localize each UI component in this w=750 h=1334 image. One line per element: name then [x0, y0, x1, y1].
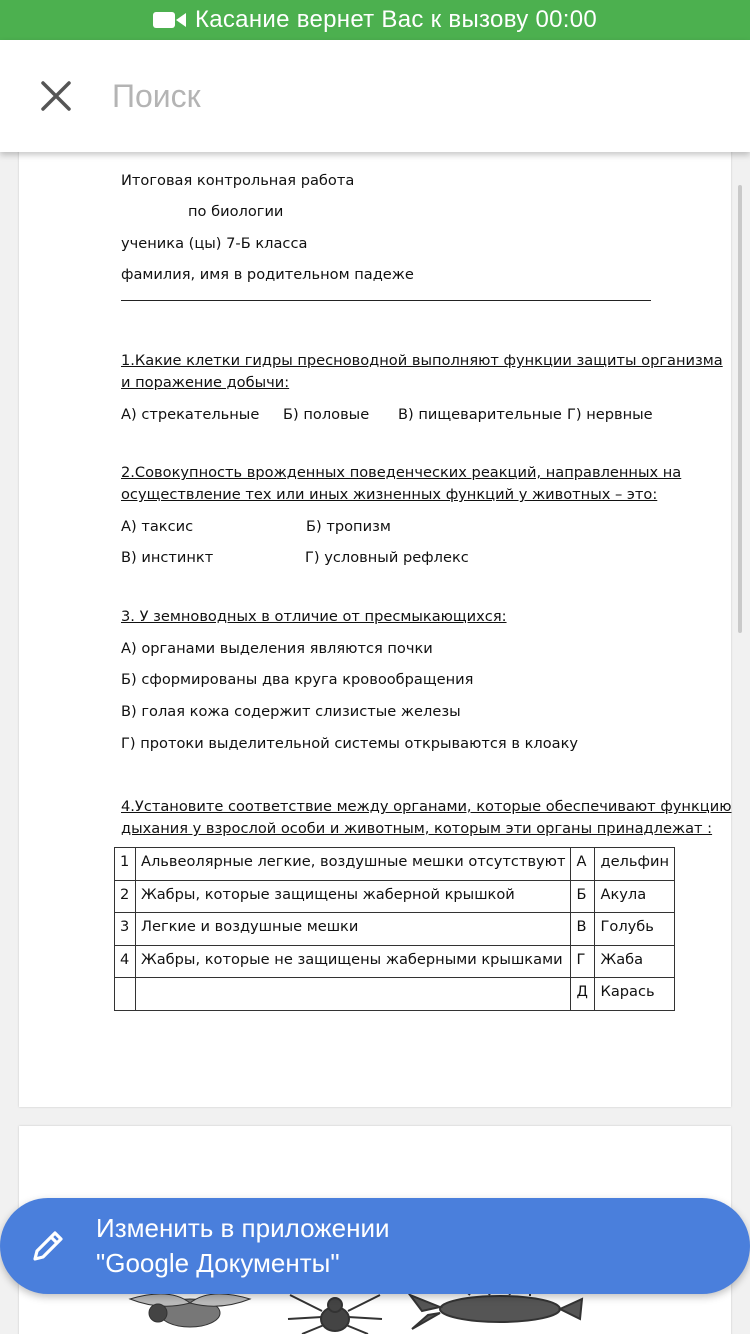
edit-button-line-2: "Google Документы" — [96, 1248, 340, 1278]
table-cell — [115, 978, 136, 1011]
table-cell: Альвеолярные легкие, воздушные мешки отсутствуют — [136, 848, 571, 881]
question-1-line-2: и поражение добычи: — [121, 374, 290, 391]
question-3-option-c: В) голая кожа содержит слизистые железы — [121, 703, 461, 720]
search-bar — [0, 40, 750, 152]
question-4-line-2: дыхания у взрослой особи и животным, которым эти органы принадлежат : — [121, 820, 713, 837]
table-cell: Голубь — [595, 913, 675, 946]
question-1-option-b: Б) половые — [283, 406, 370, 423]
table-row — [115, 913, 675, 946]
edit-in-google-docs-button[interactable] — [0, 1198, 750, 1294]
document-title: Итоговая контрольная работа — [121, 172, 355, 189]
table-cell: Г — [571, 945, 595, 978]
table-cell: 2 — [115, 880, 136, 913]
question-2-option-a: А) таксис — [121, 518, 194, 535]
table-cell: 1 — [115, 848, 136, 881]
question-3-option-a: А) органами выделения являются почки — [121, 640, 433, 657]
question-2-line-2: осуществление тех или иных жизненных функций у животных – это: — [121, 486, 658, 503]
question-3-line-1: 3. У земноводных в отличие от пресмыкающихся: — [121, 608, 507, 625]
table-cell: А — [571, 848, 595, 881]
return-to-call-banner[interactable] — [0, 0, 750, 40]
edit-button-line-1: Изменить в приложении — [96, 1213, 390, 1243]
question-3-option-d: Г) протоки выделительной системы открываются в клоаку — [121, 735, 579, 752]
table-cell: Жабры, которые не защищены жаберными крышками — [136, 945, 571, 978]
scrollbar[interactable] — [738, 185, 742, 633]
table-cell: Карась — [595, 978, 675, 1011]
table-cell: Акула — [595, 880, 675, 913]
question-1-option-a: А) стрекательные — [121, 406, 260, 423]
call-banner-text: Касание вернет Вас к вызову 00:00 — [194, 6, 598, 33]
table-row — [115, 880, 675, 913]
question-3-option-b: Б) сформированы два круга кровообращения — [121, 671, 474, 688]
name-underline — [121, 300, 651, 301]
question-2-option-d: Г) условный рефлекс — [305, 549, 469, 566]
question-1-line-1: 1.Какие клетки гидры пресноводной выполняют функции защиты организма — [121, 352, 723, 369]
table-cell: Жаба — [595, 945, 675, 978]
edit-button-label — [96, 1211, 390, 1281]
table-cell: В — [571, 913, 595, 946]
question-1-option-d: Г) нервные — [567, 406, 653, 423]
table-row — [115, 978, 675, 1011]
search-input[interactable] — [112, 66, 672, 126]
table-cell: Жабры, которые защищены жаберной крышкой — [136, 880, 571, 913]
question-2-option-c: В) инстинкт — [121, 549, 214, 566]
document-student-line: ученика (цы) 7-Б класса — [121, 235, 308, 252]
table-row — [115, 848, 675, 881]
document-name-line: фамилия, имя в родительном падеже — [121, 266, 414, 283]
video-camera-icon — [153, 11, 187, 29]
question-4-line-1: 4.Установите соответствие между органами, которые обеспечивают функцию — [121, 798, 732, 815]
matching-table — [114, 847, 675, 1011]
table-cell: 3 — [115, 913, 136, 946]
pencil-icon — [0, 1198, 96, 1294]
table-cell: дельфин — [595, 848, 675, 881]
question-1-option-c: В) пищеварительные — [398, 406, 562, 423]
table-cell: 4 — [115, 945, 136, 978]
document-subject: по биологии — [188, 203, 284, 220]
close-icon[interactable] — [0, 40, 112, 152]
question-2-line-1: 2.Совокупность врожденных поведенческих реакций, направленных на — [121, 464, 682, 481]
question-2-option-b: Б) тропизм — [306, 518, 391, 535]
bee-image — [130, 1294, 250, 1327]
spider-image — [288, 1295, 382, 1334]
table-cell — [136, 978, 571, 1011]
table-row — [115, 945, 675, 978]
table-cell: Д — [571, 978, 595, 1011]
table-cell: Легкие и воздушные мешки — [136, 913, 571, 946]
table-cell: Б — [571, 880, 595, 913]
